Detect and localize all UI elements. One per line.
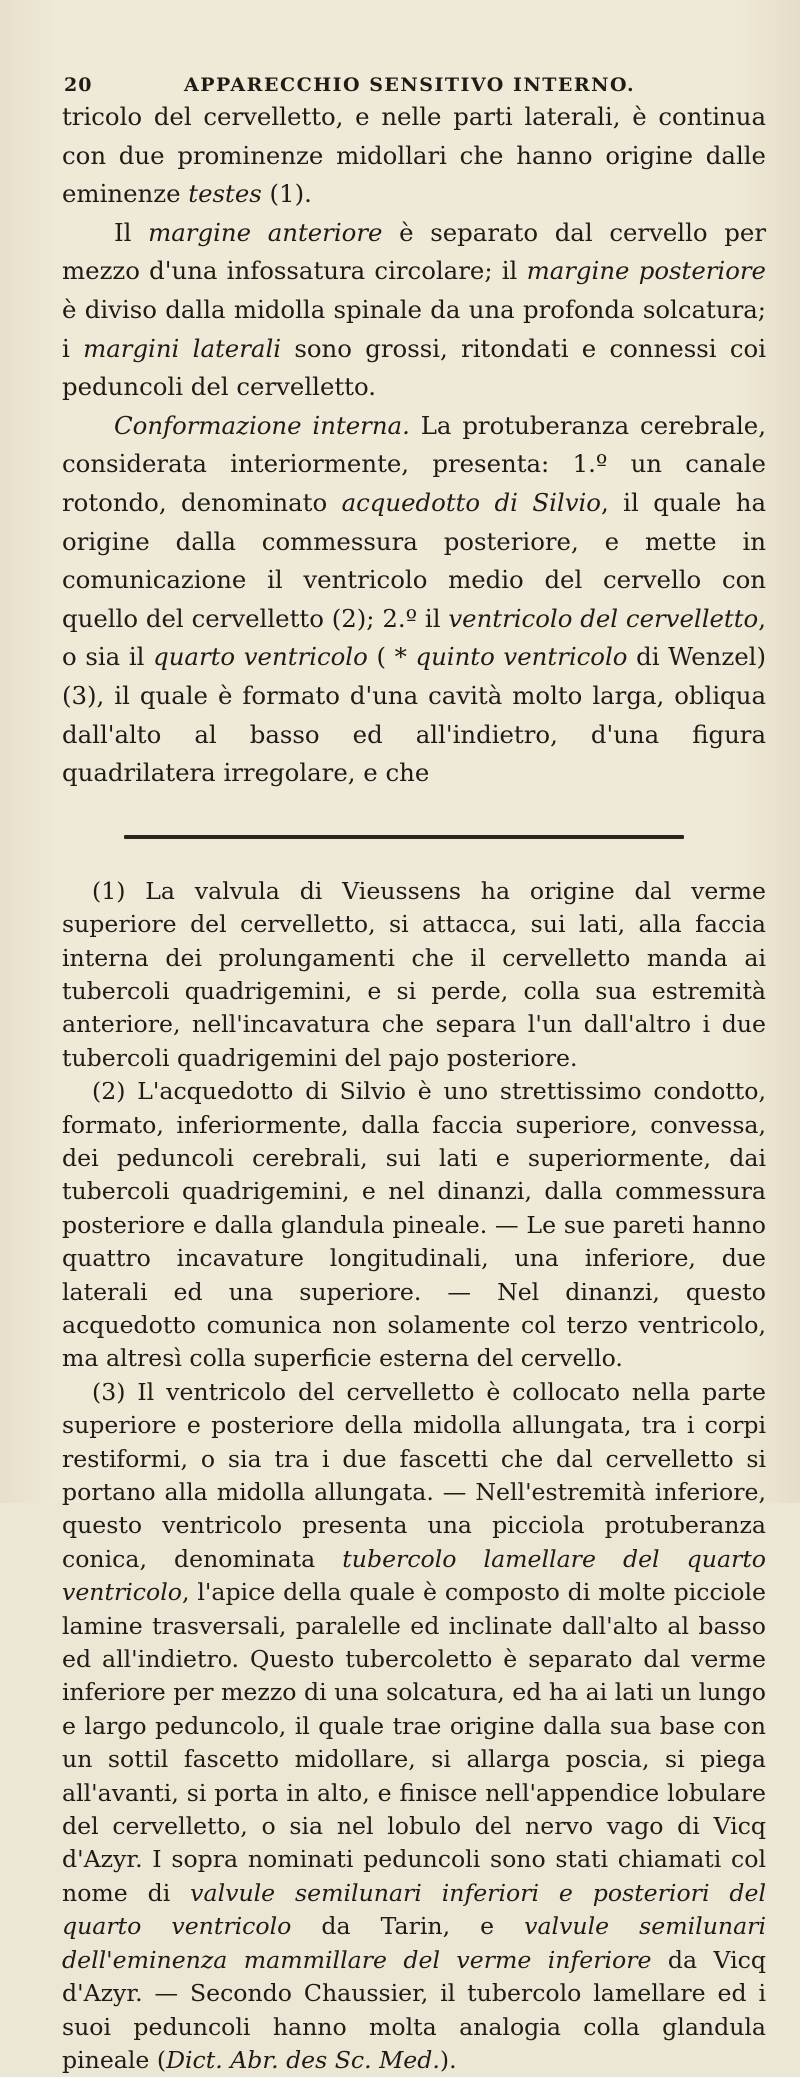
footnote-1: (1) La valvula di Vieussens ha origine dal verme superiore del cervelletto, si attacca, sui lati, alla faccia interna dei prolungamenti che il cervelletto manda ai tubercoli quadrigemini, e si perde, colla sua estremità anteriore, nell'incavatura che separa l'un dall'altro i due tubercoli quadrigemini del pajo posteriore. [62, 876, 766, 1072]
paragraph-2: Il margine anteriore è separato dal cervello per mezzo d'una infossatura circolare; il margine posteriore è diviso dalla midolla spinale da una profonda solcatura; i margini laterali sono grossi, ritondati e connessi coi peduncoli del cervelletto. [62, 217, 766, 402]
footnote-2: (2) L'acquedotto di Silvio è uno strettissimo condotto, formato, inferiormente, dalla faccia superiore, convessa, dei peduncoli cerebrali, sui lati e superiormente, dai tubercoli quadrigemini, e nel dinanzi, dalla commessura posteriore e dalla glandula pineale. — Le sue pareti hanno quattro incavature longitudinali, una inferiore, due laterali ed una superiore. — Nel dinanzi, questo acquedotto comunica non solamente col terzo ventricolo, ma altresì colla superficie esterna del cervello. [62, 1077, 766, 1373]
paragraph-3: Conformazione interna. La protuberanza cerebrale, considerata interiormente, presenta: 1.º un canale rotondo, denominato acquedotto di Silvio, il quale ha origine dalla commessura posteriore, e mette in comunicazione il ventricolo medio del cervello con quello del cervelletto (2); 2.º il ventricolo del cervelletto, o sia il quarto ventricolo ( * quinto ventricolo di Wenzel) (3), il quale è formato d'una cavità molto larga, obliqua dall'alto al basso ed all'indietro, d'una figura quadrilatera irregolare, e che [62, 410, 766, 788]
page-number: 20 [64, 74, 93, 96]
running-title: APPARECCHIO SENSITIVO INTERNO. [184, 74, 636, 96]
footnote-3: (3) Il ventricolo del cervelletto è collocato nella parte superiore e posteriore della midolla allungata, tra i corpi restiformi, o sia tra i due fascetti che dal cervelletto si portano alla midolla allungata. — Nell'estremità inferiore, questo ventricolo presenta una picciola protuberanza conica, denominata tubercolo lamellare del quarto ventricolo, l'apice della quale è composto di molte picciole lamine trasversali, paralelle ed inclinate dall'alto al basso ed all'indietro. Questo tubercoletto è separato dal verme inferiore per mezzo di una solcatura, ed ha ai lati un lungo e largo peduncolo, il quale trae origine dalla sua base con un sottil fascetto midollare, si allarga poscia, si piega all'avanti, si porta in alto, e finisce nell'appendice lobulare del cervelletto, o sia nel lobulo del nervo vago di Vicq d'Azyr. I sopra nominati peduncoli sono stati chiamati col nome di valvule semilunari inferiori e posteriori del quarto ventricolo da Tarin, e valvule semilunari dell'eminenza mammillare del verme inferiore da Vicq d'Azyr. — Secondo Chaussier, il tubercolo lamellare ed i suoi peduncoli hanno molta analogia colla glandula pineale (Dict. Abr. des Sc. Med.). [62, 1377, 766, 2074]
main-text [62, 98, 766, 793]
footnote-rule [124, 835, 684, 839]
footnotes [62, 875, 766, 2077]
running-head [64, 74, 766, 96]
paragraph-1: tricolo del cervelletto, e nelle parti laterali, è continua con due prominenze midollari che hanno origine dalle eminenze testes (1). [62, 102, 766, 209]
